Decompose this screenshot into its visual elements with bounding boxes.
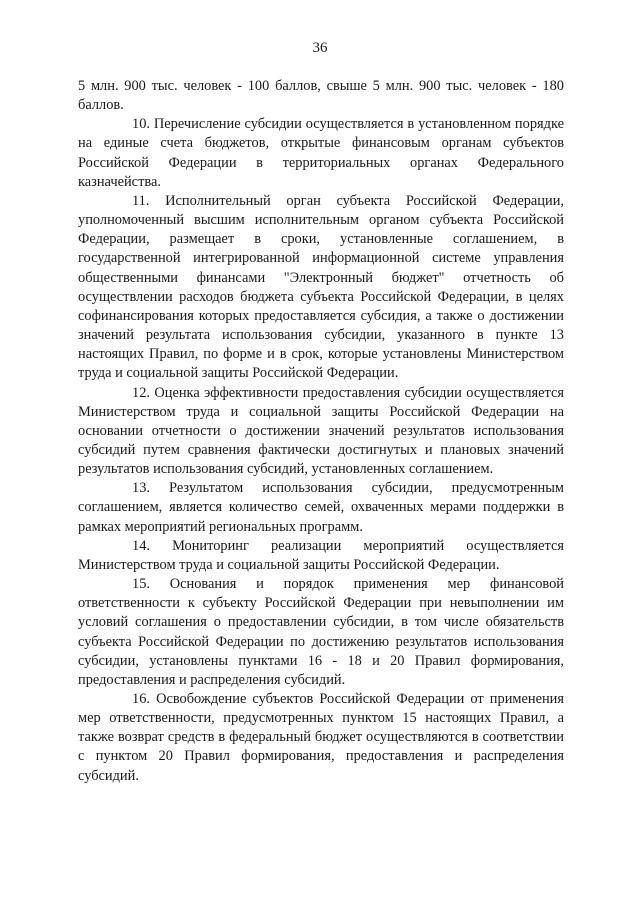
paragraph-15: 15. Основания и порядок применения мер финансовой ответственности к субъекту Российской Федерации при невыполнении им условий соглашения о предоставлении субсидии, в том числе обязательств субъекта Российской Федерации по достижению результатов использования субсидии, установлены пунктами 16 - 18 и 20 Правил формирования, предоставления и распределения субсидий.: [78, 576, 564, 688]
page-number: 36: [312, 40, 328, 56]
paragraph-14: 14. Мониторинг реализации мероприятий осуществляется Министерством труда и социальной защиты Российской Федерации.: [78, 537, 564, 573]
paragraph-13: 13. Результатом использования субсидии, предусмотренным соглашением, является количество семей, охваченных мерами поддержки в рамках мероприятий региональных программ.: [78, 480, 564, 535]
paragraph-12: 12. Оценка эффективности предоставления субсидии осуществляется Министерством труда и социальной защиты Российской Федерации на основании отчетности о достижении значений результатов использования субсидий путем сравнения фактически достигнутых и плановых значений результатов использования субсидий, установленных соглашением.: [78, 384, 564, 478]
paragraph-11: 11. Исполнительный орган субъекта Российской Федерации, уполномоченный высшим исполнительным органом субъекта Российской Федерации, размещает в сроки, установленные соглашением, в государственной интегрированной информационной системе управления общественными финансами "Электронный бюджет" отчетность об осуществлении расходов бюджета субъекта Российской Федерации, в целях софинансирования которых предоставляется субсидия, а также о достижении значений результата использования субсидии, указанного в пункте 13 настоящих Правил, по форме и в срок, которые установлены Министерством труда и социальной защиты Российской Федерации.: [78, 192, 564, 382]
document-body: [78, 77, 564, 786]
paragraph-10: 10. Перечисление субсидии осуществляется в установленном порядке на единые счета бюджетов, открытые финансовым органам субъектов Российской Федерации в территориальных органах Федерального казначейства.: [78, 116, 564, 190]
paragraph-continuation: 5 млн. 900 тыс. человек - 100 баллов, свыше 5 млн. 900 тыс. человек - 180 баллов.: [78, 78, 564, 114]
paragraph-16: 16. Освобождение субъектов Российской Федерации от применения мер ответственности, предусмотренных пунктом 15 настоящих Правил, а также возврат средств в федеральный бюджет осуществляются в соответствии с пунктом 20 Правил формирования, предоставления и распределения субсидий.: [78, 691, 564, 784]
